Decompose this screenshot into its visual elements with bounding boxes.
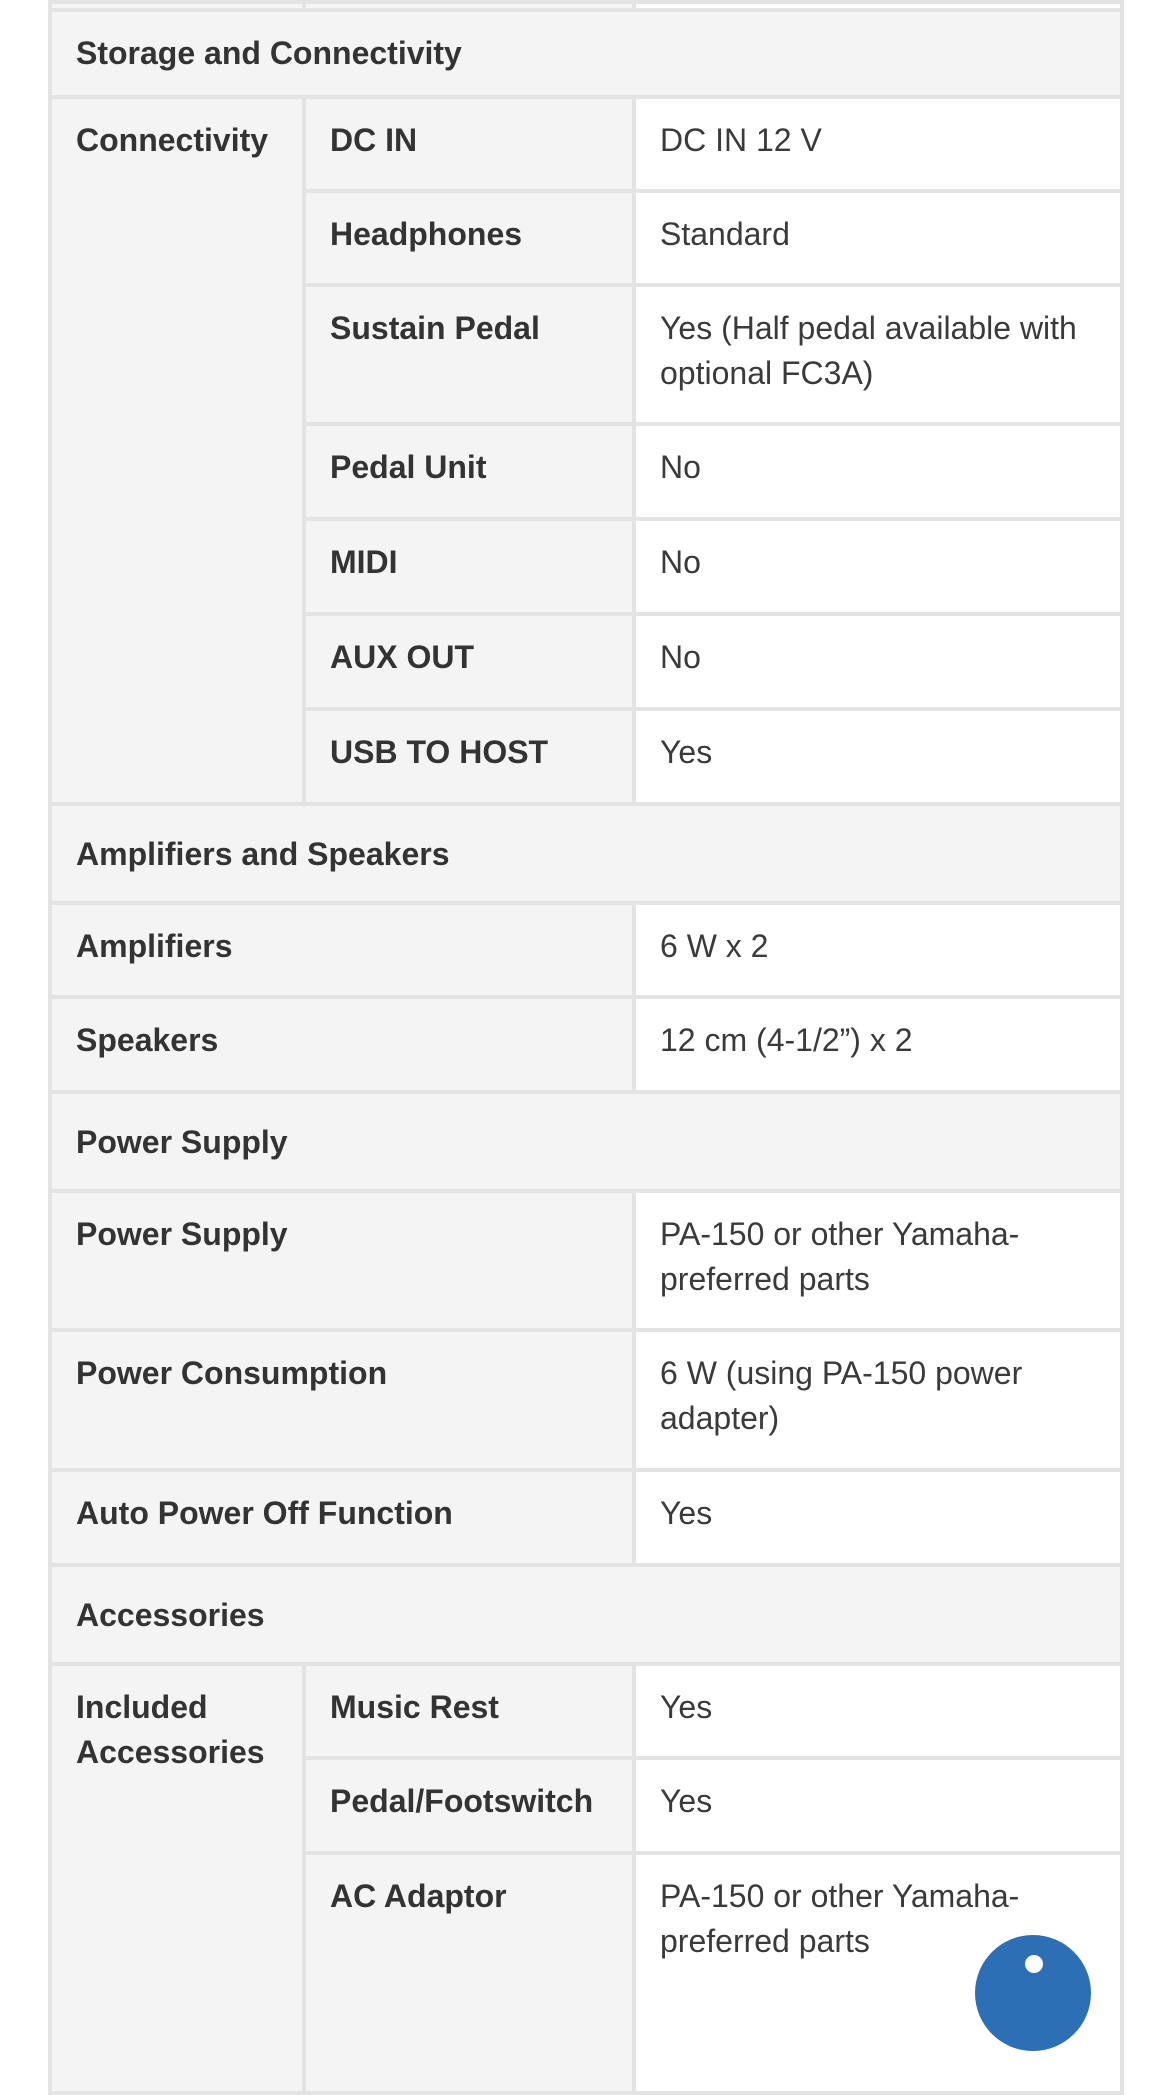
spec-name: Amplifiers <box>50 903 634 997</box>
spec-value: PA-150 or other Yamaha-preferred parts <box>634 1853 1122 2093</box>
help-chat-button[interactable] <box>975 1935 1091 2051</box>
section-accessories: Accessories <box>50 1565 1122 1664</box>
prev-row-head-2 <box>304 2 634 10</box>
info-icon <box>1025 1955 1043 1973</box>
spec-value: DC IN 12 V <box>634 97 1122 191</box>
spec-value: Yes <box>634 1664 1122 1758</box>
section-row <box>50 10 1122 97</box>
table-row <box>50 1191 1122 1330</box>
spec-value: No <box>634 614 1122 709</box>
spec-name: Sustain Pedal <box>304 285 634 424</box>
section-row <box>50 804 1122 903</box>
table-row <box>50 997 1122 1092</box>
spec-value: No <box>634 519 1122 614</box>
spec-name: Music Rest <box>304 1664 634 1758</box>
spec-name: Headphones <box>304 191 634 285</box>
section-amplifiers-speakers: Amplifiers and Speakers <box>50 804 1122 903</box>
prev-row-value <box>634 2 1122 10</box>
spec-value: 12 cm (4-1/2”) x 2 <box>634 997 1122 1092</box>
spec-value: Yes <box>634 1758 1122 1853</box>
spec-name: Auto Power Off Function <box>50 1470 634 1565</box>
spec-value: Standard <box>634 191 1122 285</box>
section-storage-connectivity: Storage and Connectivity <box>50 10 1122 97</box>
spec-name: USB TO HOST <box>304 709 634 804</box>
spec-name: Pedal Unit <box>304 424 634 519</box>
spec-value: Yes <box>634 1470 1122 1565</box>
spec-value: Yes (Half pedal available with optional FC3A) <box>634 285 1122 424</box>
spec-name: Speakers <box>50 997 634 1092</box>
spec-name: Pedal/Footswitch <box>304 1758 634 1853</box>
spec-name: Power Supply <box>50 1191 634 1330</box>
included-accessories-label: Included Accessories <box>50 1664 304 2093</box>
table-row <box>50 1664 1122 1758</box>
connectivity-label: Connectivity <box>50 97 304 804</box>
spec-value: 6 W (using PA-150 power adapter) <box>634 1330 1122 1470</box>
table-top-edge <box>50 2 1122 10</box>
spec-value: No <box>634 424 1122 519</box>
section-power-supply: Power Supply <box>50 1092 1122 1191</box>
spec-name: DC IN <box>304 97 634 191</box>
table-row <box>50 1470 1122 1565</box>
spec-value: Yes <box>634 709 1122 804</box>
section-row <box>50 1092 1122 1191</box>
spec-table <box>48 0 1124 2095</box>
spec-value: PA-150 or other Yamaha-preferred parts <box>634 1191 1122 1330</box>
spec-name: AC Adaptor <box>304 1853 634 2093</box>
spec-name: Power Consumption <box>50 1330 634 1470</box>
table-row <box>50 1330 1122 1470</box>
section-row <box>50 1565 1122 1664</box>
spec-value: 6 W x 2 <box>634 903 1122 997</box>
spec-name: AUX OUT <box>304 614 634 709</box>
prev-row-head <box>50 2 304 10</box>
table-row <box>50 97 1122 191</box>
spec-name: MIDI <box>304 519 634 614</box>
table-row <box>50 903 1122 997</box>
